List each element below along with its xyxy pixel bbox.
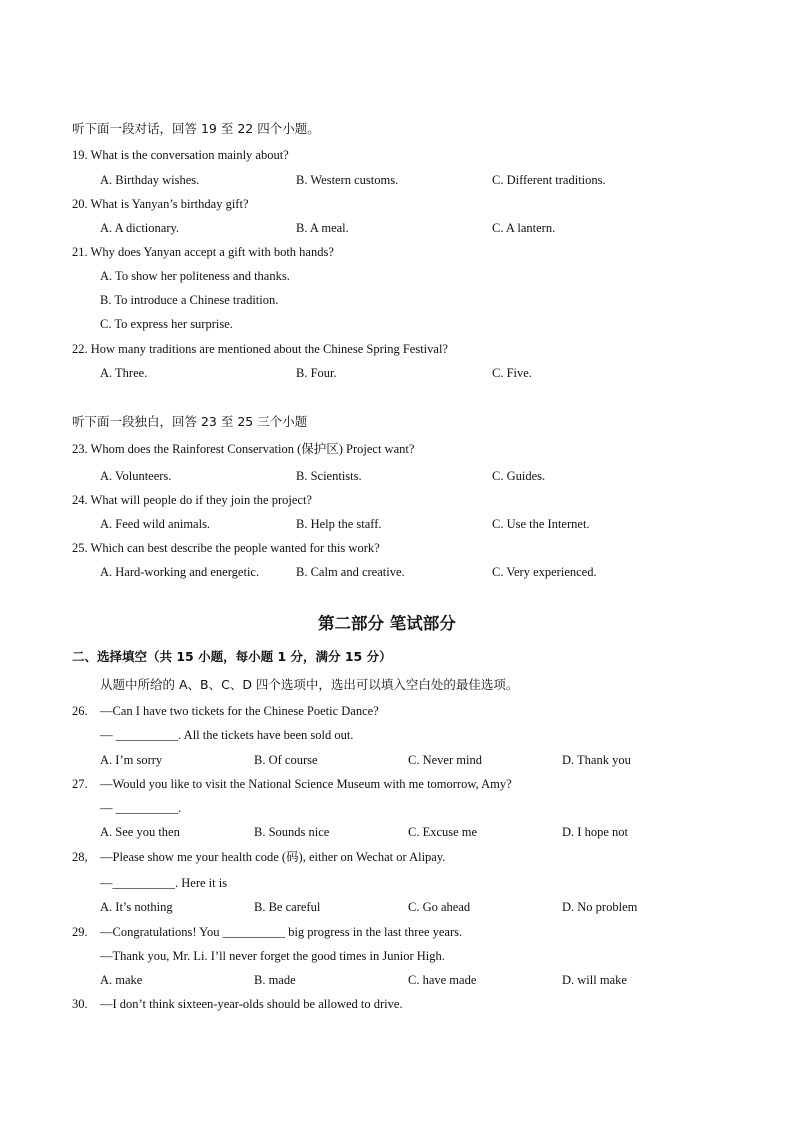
q25-option-a: A. Hard-working and energetic. xyxy=(100,565,260,579)
q27-number: 27. xyxy=(72,777,88,791)
q22-option-c: C. Five. xyxy=(492,366,532,380)
q26-option-c: C. Never mind xyxy=(408,753,482,767)
q23-option-c: C. Guides. xyxy=(492,469,546,483)
q29-number: 29. xyxy=(72,925,88,939)
q29-line1: —Congratulations! You __________ big progress in the last three years. xyxy=(100,925,463,939)
q23-option-a: A. Volunteers. xyxy=(100,469,172,483)
q29-line2: —Thank you, Mr. Li. I’ll never forget the good times in Junior High. xyxy=(100,949,445,963)
q27-line1: —Would you like to visit the National Science Museum with me tomorrow, Amy? xyxy=(100,777,512,791)
q25-option-b: B. Calm and creative. xyxy=(296,565,405,579)
q26-option-d: D. Thank you xyxy=(562,753,631,767)
question-23: 23. Whom does the Rainforest Conservation (保护区) Project want? xyxy=(72,442,415,456)
q28-line2: —__________. Here it is xyxy=(100,876,228,890)
q27-option-d: D. I hope not xyxy=(562,825,628,839)
q23-option-b: B. Scientists. xyxy=(296,469,362,483)
instruction-dialogue: 听下面一段对话，回答 19 至 22 四个小题。 xyxy=(72,121,320,136)
q25-option-c: C. Very experienced. xyxy=(492,565,597,579)
question-24: 24. What will people do if they join the project? xyxy=(72,493,312,507)
q27-option-b: B. Sounds nice xyxy=(254,825,330,839)
q26-line1: —Can I have two tickets for the Chinese Poetic Dance? xyxy=(100,704,379,718)
q27-line2: — __________. xyxy=(100,801,182,815)
q20-option-c: C. A lantern. xyxy=(492,221,556,235)
q19-option-c: C. Different traditions. xyxy=(492,173,606,187)
q28-number: 28, xyxy=(72,850,88,864)
q28-line1: —Please show me your health code (码), either on Wechat or Alipay. xyxy=(100,850,446,864)
q20-option-b: B. A meal. xyxy=(296,221,349,235)
section-heading: 二、选择填空（共 15 小题，每小题 1 分，满分 15 分） xyxy=(72,649,392,664)
section-instruction: 从题中所给的 A、B、C、D 四个选项中，选出可以填入空白处的最佳选项。 xyxy=(100,677,519,692)
part-two-title: 第二部分 笔试部分 xyxy=(318,614,456,633)
q29-option-a: A. make xyxy=(100,973,143,987)
q28-option-c: C. Go ahead xyxy=(408,900,471,914)
question-19: 19. What is the conversation mainly about? xyxy=(72,148,289,162)
q21-option-b: B. To introduce a Chinese tradition. xyxy=(100,293,279,307)
q27-option-c: C. Excuse me xyxy=(408,825,478,839)
q28-option-a: A. It’s nothing xyxy=(100,900,173,914)
q29-option-c: C. have made xyxy=(408,973,477,987)
q28-option-b: B. Be careful xyxy=(254,900,321,914)
question-20: 20. What is Yanyan’s birthday gift? xyxy=(72,197,249,211)
q21-option-c: C. To express her surprise. xyxy=(100,317,233,331)
instruction-monologue: 听下面一段独白，回答 23 至 25 三个小题 xyxy=(72,414,308,429)
q21-option-a: A. To show her politeness and thanks. xyxy=(100,269,290,283)
question-21: 21. Why does Yanyan accept a gift with both hands? xyxy=(72,245,334,259)
q24-option-b: B. Help the staff. xyxy=(296,517,382,531)
q19-option-a: A. Birthday wishes. xyxy=(100,173,200,187)
q26-number: 26. xyxy=(72,704,88,718)
q26-option-a: A. I’m sorry xyxy=(100,753,163,767)
q29-option-b: B. made xyxy=(254,973,296,987)
q30-number: 30. xyxy=(72,997,88,1011)
q22-option-a: A. Three. xyxy=(100,366,148,380)
question-25: 25. Which can best describe the people wanted for this work? xyxy=(72,541,380,555)
q24-option-a: A. Feed wild animals. xyxy=(100,517,211,531)
q20-option-a: A. A dictionary. xyxy=(100,221,180,235)
q26-line2: — __________. All the tickets have been sold out. xyxy=(100,728,354,742)
q28-option-d: D. No problem xyxy=(562,900,638,914)
q26-option-b: B. Of course xyxy=(254,753,318,767)
q22-option-b: B. Four. xyxy=(296,366,337,380)
q29-option-d: D. will make xyxy=(562,973,627,987)
q24-option-c: C. Use the Internet. xyxy=(492,517,590,531)
q19-option-b: B. Western customs. xyxy=(296,173,399,187)
q30-line1: —I don’t think sixteen-year-olds should be allowed to drive. xyxy=(100,997,403,1011)
q27-option-a: A. See you then xyxy=(100,825,180,839)
question-22: 22. How many traditions are mentioned about the Chinese Spring Festival? xyxy=(72,342,448,356)
